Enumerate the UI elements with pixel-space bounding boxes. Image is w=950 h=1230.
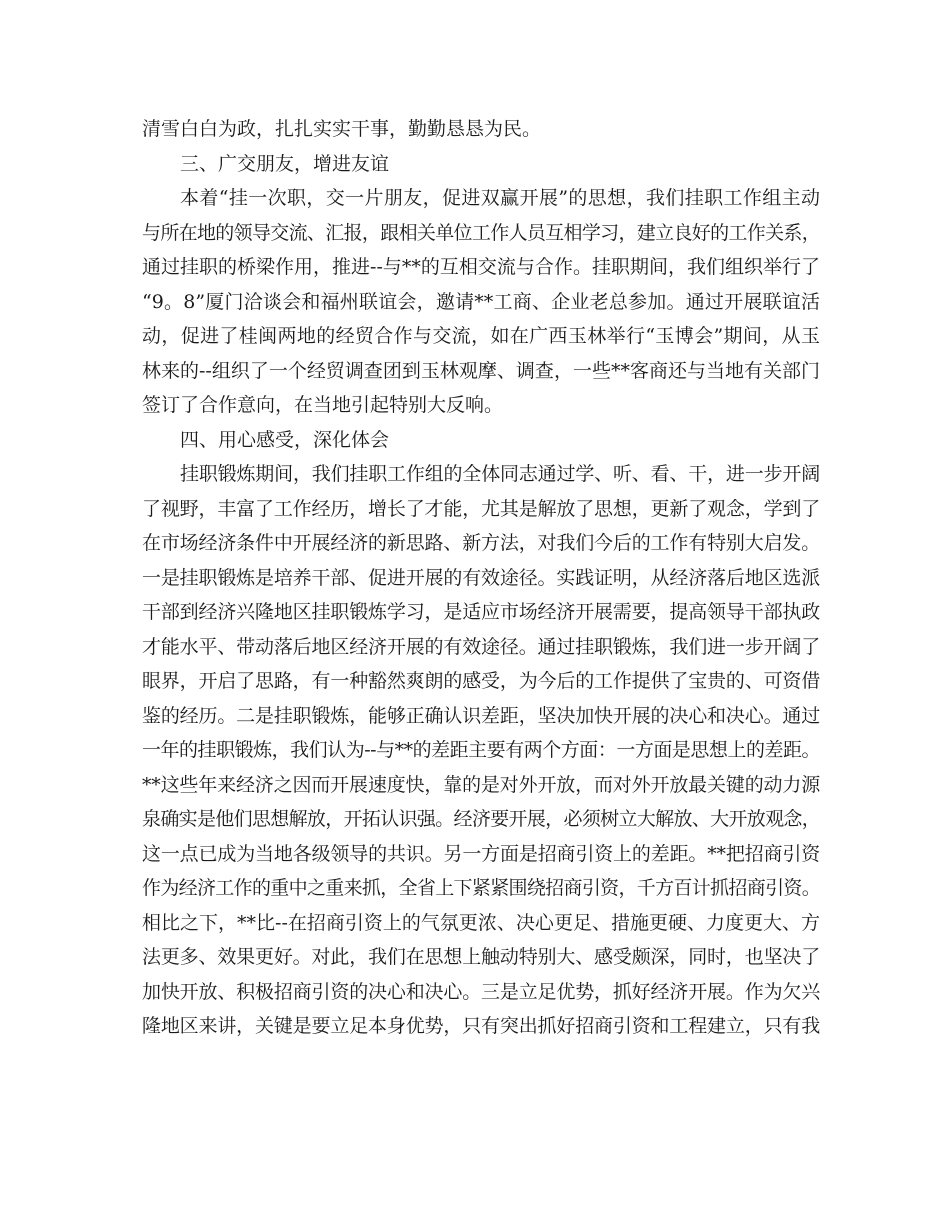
paragraph-line: 通过挂职的桥梁作用，推进--与**的互相交流与合作。挂职期间，我们组织举行了 <box>142 256 820 278</box>
paragraph-line: 林来的--组织了一个经贸调查团到玉林观摩、调查，一些**客商还与当地有关部门 <box>142 359 820 382</box>
paragraph-line: 在市场经济条件中开展经济的新思路、新方法，对我们今后的工作有特别大启发。 <box>142 532 820 554</box>
paragraph-line: 一年的挂职锻炼，我们认为--与**的差距主要有两个方面：一方面是思想上的差距。 <box>142 739 820 761</box>
paragraph-line: 本着“挂一次职，交一片朋友，促进双赢开展”的思想，我们挂职工作组主动 <box>180 187 820 209</box>
paragraph-line: 干部到经济兴隆地区挂职锻炼学习，是适应市场经济开展需要，提高领导干部执政 <box>142 601 820 623</box>
section-heading-3: 三、广交朋友，增进友谊 <box>180 152 390 175</box>
paragraph-line: 与所在地的领导交流、汇报，跟相关单位工作人员互相学习，建立良好的工作关系， <box>142 221 820 244</box>
paragraph-line: 一是挂职锻炼是培养干部、促进开展的有效途径。实践证明，从经济落后地区选派 <box>142 566 820 589</box>
paragraph-line: 了视野，丰富了工作经历，增长了才能，尤其是解放了思想，更新了观念，学到了 <box>142 497 820 520</box>
paragraph-line: 相比之下，**比--在招商引资上的气氛更浓、决心更足、措施更硬、力度更大、方 <box>142 911 820 934</box>
paragraph-line: 动，促进了桂闽两地的经贸合作与交流，如在广西玉林举行“玉博会”期间，从玉 <box>142 325 820 347</box>
section-heading-4: 四、用心感受，深化体会 <box>180 428 390 451</box>
paragraph-line: 法更多、效果更好。对此，我们在思想上触动特别大、感受颇深，同时，也坚决了 <box>142 946 820 968</box>
paragraph-line: 签订了合作意向，在当地引起特别大反响。 <box>142 394 504 416</box>
paragraph-line: **这些年来经济之因而开展速度快，靠的是对外开放，而对外开放最关键的动力源 <box>142 773 820 796</box>
body-text <box>142 112 820 1044</box>
paragraph-line: 这一点已成为当地各级领导的共识。另一方面是招商引资上的差距。**把招商引资 <box>142 842 820 865</box>
paragraph-line: 作为经济工作的重中之重来抓，全省上下紧紧围绕招商引资，千方百计抓招商引资。 <box>142 877 820 899</box>
paragraph-line: 加快开放、积极招商引资的决心和决心。三是立足优势，抓好经济开展。作为欠兴 <box>142 980 820 1003</box>
paragraph-line: 眼界，开启了思路，有一种豁然爽朗的感受，为今后的工作提供了宝贵的、可资借 <box>142 670 820 692</box>
paragraph-line: 隆地区来讲，关键是要立足本身优势，只有突出抓好招商引资和工程建立，只有我 <box>142 1015 820 1037</box>
paragraph-line: 挂职锻炼期间，我们挂职工作组的全体同志通过学、听、看、干，进一步开阔 <box>180 463 820 485</box>
paragraph-line: 才能水平、带动落后地区经济开展的有效途径。通过挂职锻炼，我们进一步开阔了 <box>142 635 820 658</box>
paragraph-line: 泉确实是他们思想解放，开拓认识强。经济要开展，必须树立大解放、大开放观念， <box>142 808 820 830</box>
paragraph-line: 鉴的经历。二是挂职锻炼，能够正确认识差距，坚决加快开展的决心和决心。通过 <box>142 704 820 727</box>
paragraph-line: “9。8”厦门洽谈会和福州联谊会，邀请**工商、企业老总参加。通过开展联谊活 <box>142 290 820 313</box>
paragraph-line: 清雪白白为政，扎扎实实干事，勤勤恳恳为民。 <box>142 118 542 140</box>
